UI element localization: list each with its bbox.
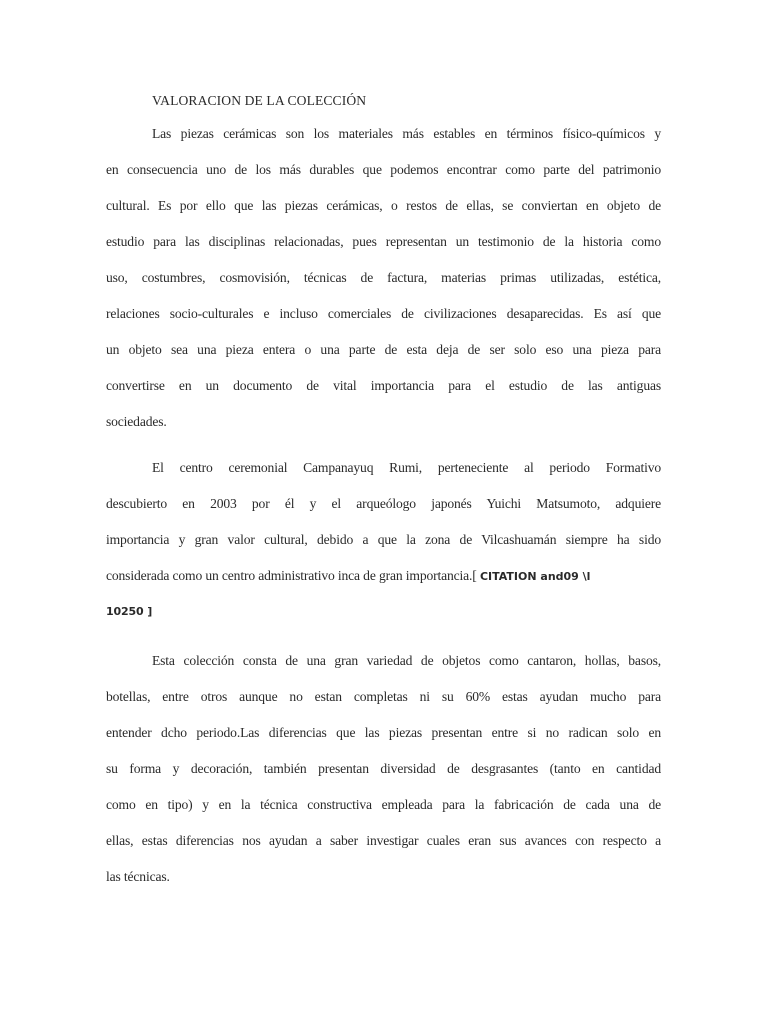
- citation-close-bracket: ]: [147, 605, 153, 618]
- paragraph-line: entender dcho periodo.Las diferencias que las piezas presentan entre si no radican solo en: [106, 725, 661, 740]
- paragraph-line: relaciones socio-culturales e incluso comerciales de civilizaciones desaparecidas. Es así que: [106, 306, 661, 321]
- paragraph-line: su forma y decoración, también presentan diversidad de desgrasantes (tanto en cantidad: [106, 761, 661, 776]
- paragraph-line: como en tipo) y en la técnica constructiva empleada para la fabricación de cada una de: [106, 797, 661, 812]
- citation-field-code: CITATION and09 \l: [479, 570, 591, 583]
- paragraph-line: sociedades.: [106, 414, 167, 429]
- paragraph-line-text: considerada como un centro administrativo inca de gran importancia.: [106, 568, 473, 583]
- citation-open-bracket: [: [472, 568, 477, 583]
- paragraph-line: las técnicas.: [106, 869, 170, 884]
- paragraph-line: un objeto sea una pieza entera o una parte de esta deja de ser solo eso una pieza para: [106, 342, 661, 357]
- paragraph-line-with-citation: [106, 568, 661, 604]
- paragraph-line: descubierto en 2003 por él y el arqueólogo japonés Yuichi Matsumoto, adquiere: [106, 496, 661, 511]
- paragraph-line: Esta colección consta de una gran variedad de objetos como cantaron, hollas, basos,: [152, 653, 661, 668]
- paragraph-ceremonial-center: [106, 460, 661, 640]
- paragraph-line: Las piezas cerámicas son los materiales más estables en términos físico-químicos y: [152, 126, 661, 141]
- document-title: VALORACION DE LA COLECCIÓN: [152, 93, 367, 108]
- paragraph-line: importancia y gran valor cultural, debido a que la zona de Vilcashuamán siempre ha sido: [106, 532, 661, 547]
- paragraph-collection-description: [106, 653, 661, 905]
- paragraph-line: uso, costumbres, cosmovisión, técnicas de factura, materias primas utilizadas, estética,: [106, 270, 661, 285]
- citation-field-number: 10250: [106, 605, 144, 618]
- citation-field-continuation: [106, 604, 661, 640]
- paragraph-line: El centro ceremonial Campanayuq Rumi, perteneciente al periodo Formativo: [152, 460, 661, 475]
- paragraph-line: en consecuencia uno de los más durables que podemos encontrar como parte del patrimonio: [106, 162, 661, 177]
- paragraph-line: estudio para las disciplinas relacionadas, pues representan un testimonio de la historia como: [106, 234, 661, 249]
- paragraph-line: ellas, estas diferencias nos ayudan a saber investigar cuales eran sus avances con respecto a: [106, 833, 661, 848]
- paragraph-line: convertirse en un documento de vital importancia para el estudio de las antiguas: [106, 378, 661, 393]
- paragraph-line: cultural. Es por ello que las piezas cerámicas, o restos de ellas, se conviertan en objeto de: [106, 198, 661, 213]
- paragraph-line: botellas, entre otros aunque no estan completas ni su 60% estas ayudan mucho para: [106, 689, 661, 704]
- paragraph-ceramics-stability: [106, 126, 661, 450]
